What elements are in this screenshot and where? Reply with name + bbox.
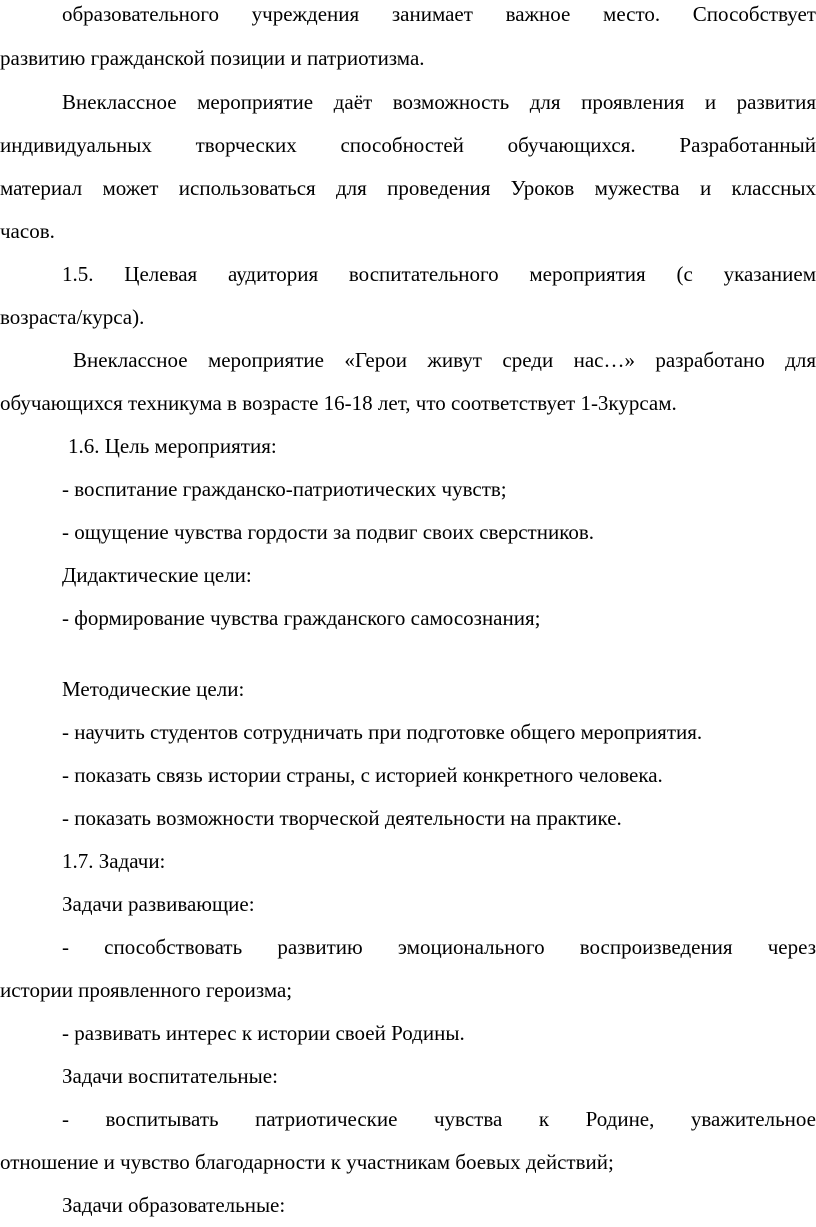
text-line: развитию гражданской позиции и патриотизма.	[0, 46, 425, 70]
subheading-didactic-goals: Дидактические цели:	[62, 563, 252, 587]
subheading-educational-tasks: Задачи воспитательные:	[62, 1064, 278, 1088]
list-item: - показать связь истории страны, с историей конкретного человека.	[62, 763, 663, 787]
text-line: материал может использоваться для проведения Уроков мужества и классных	[0, 176, 816, 200]
list-item: - воспитание гражданско-патриотических чувств;	[62, 477, 507, 501]
text-line: обучающихся техникума в возрасте 16-18 лет, что соответствует 1-3курсам.	[0, 391, 677, 415]
section-heading-1-6: 1.6. Цель мероприятия:	[68, 434, 277, 458]
text-line: возраста/курса).	[0, 305, 145, 329]
text-line: Внеклассное мероприятие даёт возможность для проявления и развития	[62, 90, 816, 114]
list-item: - ощущение чувства гордости за подвиг своих сверстников.	[62, 520, 595, 544]
list-item: - воспитывать патриотические чувства к Родине, уважительное	[62, 1107, 816, 1131]
section-heading-1-5: 1.5. Целевая аудитория воспитательного мероприятия (с указанием	[62, 262, 816, 286]
text-line: часов.	[0, 219, 55, 243]
section-heading-1-7: 1.7. Задачи:	[62, 849, 166, 873]
text-line: индивидуальных творческих способностей обучающихся. Разработанный	[0, 133, 816, 157]
text-line: Внеклассное мероприятие «Герои живут среди нас…» разработано для	[73, 348, 816, 372]
list-item: - показать возможности творческой деятельности на практике.	[62, 806, 622, 830]
text-line: отношение и чувство благодарности к участникам боевых действий;	[0, 1150, 614, 1174]
list-item: - развивать интерес к истории своей Родины.	[62, 1021, 465, 1045]
subheading-developing-tasks: Задачи развивающие:	[62, 892, 255, 916]
list-item: - способствовать развитию эмоционального воспроизведения через	[62, 935, 816, 959]
subheading-methodical-goals: Методические цели:	[62, 677, 245, 701]
list-item: - научить студентов сотрудничать при подготовке общего мероприятия.	[62, 720, 703, 744]
text-line: истории проявленного героизма;	[0, 978, 293, 1002]
subheading-teaching-tasks: Задачи образовательные:	[62, 1193, 286, 1217]
text-line: образовательного учреждения занимает важное место. Способствует	[62, 2, 816, 26]
list-item: - формирование чувства гражданского самосознания;	[62, 606, 541, 630]
